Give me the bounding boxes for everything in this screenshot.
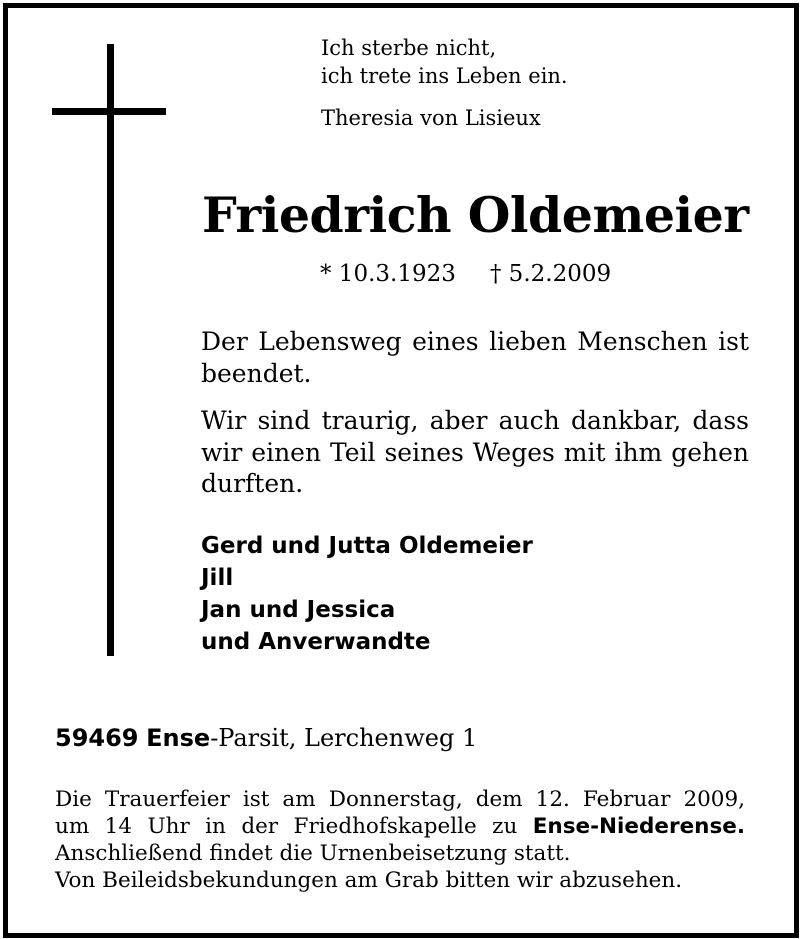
quote-author: Theresia von Lisieux [321, 106, 541, 130]
birth-date: * 10.3.1923 [320, 261, 456, 287]
mourner-name: und Anverwandte [201, 629, 431, 655]
quote [321, 34, 568, 90]
cross-horizontal-bar [52, 108, 166, 115]
address-postcode: 59469 [55, 724, 139, 752]
message-line: durften. [201, 469, 304, 498]
funeral-notice [55, 786, 745, 894]
cross-vertical-bar [107, 44, 114, 656]
notice-line-text: um 14 Uhr in der Friedhofskapelle zu [55, 814, 533, 839]
quote-line: Ich sterbe nicht, [321, 36, 497, 60]
mourner-name: Jill [201, 565, 234, 591]
quote-line: ich trete ins Leben ein. [321, 64, 568, 88]
message-line: wir einen Teil seines Weges mit ihm gehen [201, 437, 749, 467]
family-address [55, 722, 477, 754]
notice-line: Anschließend findet die Urnenbeisetzung statt. [55, 841, 571, 866]
message-line: beendet. [201, 358, 312, 388]
address-street: -Parsit, Lerchenweg 1 [210, 724, 478, 752]
message-paragraph-2 [201, 405, 749, 500]
message-paragraph-1 [201, 326, 749, 389]
mourners-list [201, 530, 533, 658]
death-date: † 5.2.2009 [489, 261, 612, 287]
message-line: Wir sind traurig, aber auch dankbar, dass [201, 406, 749, 435]
notice-line: Die Trauerfeier ist am Donnerstag, dem 12. Februar 2009, [55, 787, 745, 812]
notice-line [55, 813, 745, 840]
deceased-name: Friedrich Oldemeier [202, 186, 749, 244]
address-town: Ense [146, 724, 211, 752]
life-dates [320, 258, 611, 290]
mourner-name: Jan und Jessica [201, 597, 396, 623]
mourner-name: Gerd und Jutta Oldemeier [201, 533, 533, 559]
message-line: Der Lebensweg eines lieben Menschen ist [201, 327, 749, 356]
funeral-location: Ense-Niederense. [532, 814, 745, 839]
notice-line: Von Beileidsbekundungen am Grab bitten wir abzusehen. [55, 868, 683, 893]
